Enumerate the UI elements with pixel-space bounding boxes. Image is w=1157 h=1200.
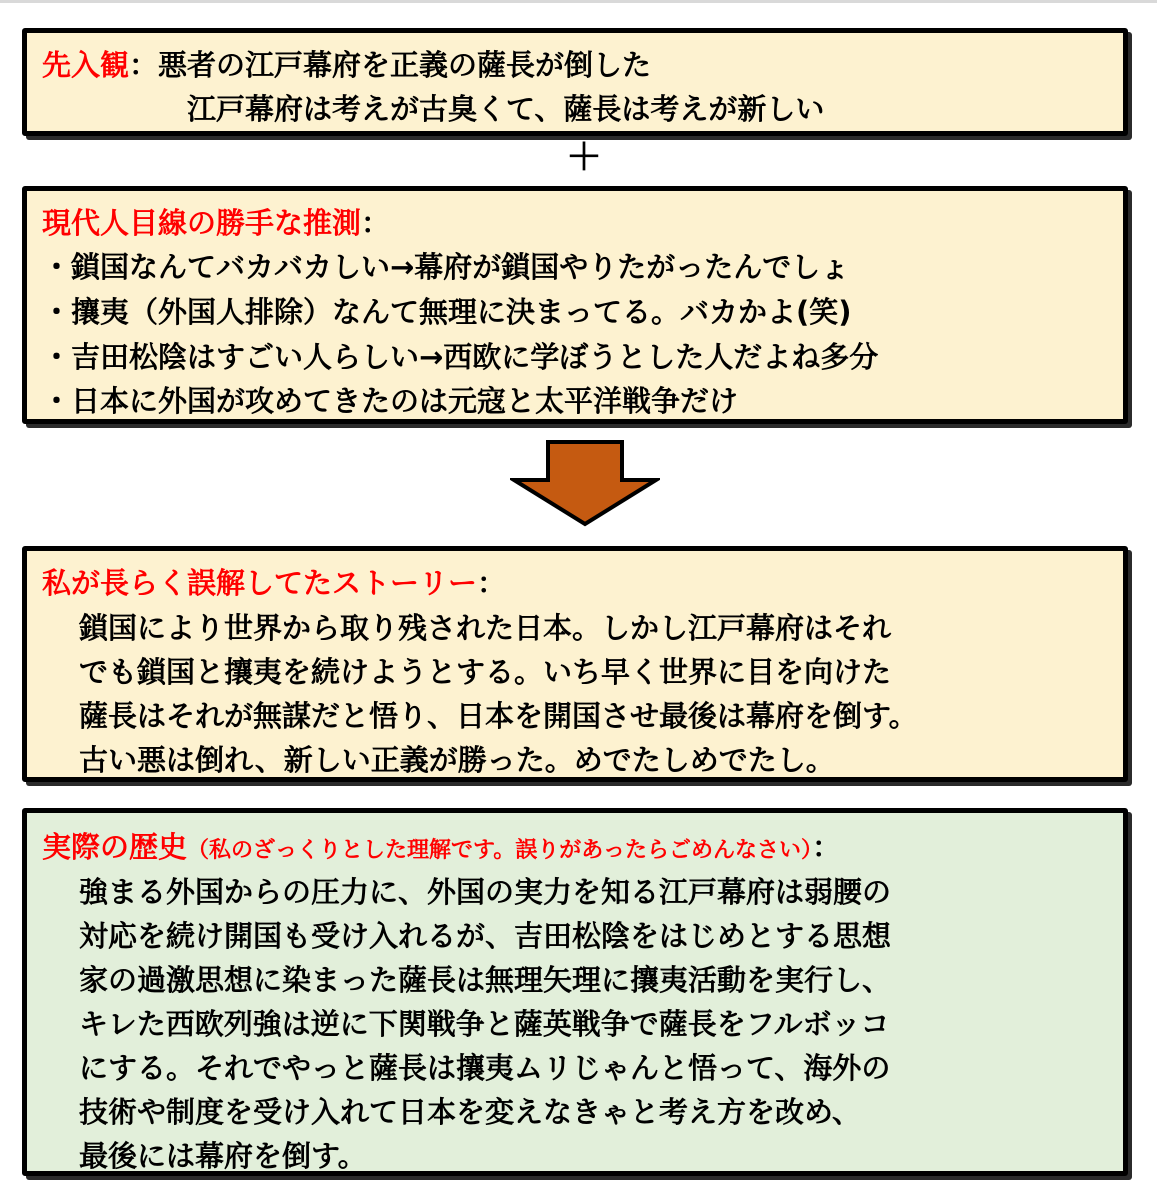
history-line: にする。それでやっと薩長は攘夷ムリじゃんと悟って、海外の (79, 1051, 891, 1085)
assumption-item: ・吉田松陰はすごい人らしい→西欧に学ぼうとした人だよね多分 (42, 340, 879, 374)
history-line: 対応を続け開国も受け入れるが、吉田松陰をはじめとする思想 (79, 919, 892, 953)
actual-history-box (22, 808, 1128, 1176)
history-line: 強まる外国からの圧力に、外国の実力を知る江戸幕府は弱腰の (79, 875, 892, 909)
history-line: 最後には幕府を倒す。 (79, 1139, 367, 1173)
modern-assumption-label: 現代人目線の勝手な推測 (42, 206, 362, 240)
story-line: 薩長はそれが無謀だと悟り、日本を開国させ最後は幕府を倒す。 (79, 699, 918, 733)
misunderstood-story-label: 私が長らく誤解してたストーリー (42, 566, 478, 600)
actual-history-label: 実際の歴史 (42, 830, 188, 864)
modern-assumption-box (22, 186, 1128, 424)
top-divider (0, 0, 1157, 3)
preconception-line-1 (42, 45, 651, 85)
preconception-label: 先入観 (42, 48, 130, 82)
preconception-text-2: 江戸幕府は考えが古臭くて、薩長は考えが新しい (187, 92, 825, 126)
assumption-item: ・日本に外国が攻めてきたのは元寇と太平洋戦争だけ (42, 384, 739, 418)
modern-assumption-heading (42, 203, 390, 243)
story-line: 鎖国により世界から取り残された日本。しかし江戸幕府はそれ (79, 611, 892, 645)
misunderstood-story-box (22, 546, 1128, 782)
preconception-text-1: 悪者の江戸幕府を正義の薩長が倒した (158, 48, 652, 82)
modern-assumption-separator: ： (361, 206, 391, 240)
actual-history-note: （私のざっくりとした理解です。誤りがあったらごめんなさい） (187, 838, 813, 863)
story-line: でも鎖国と攘夷を続けようとする。いち早く世界に目を向けた (79, 655, 892, 689)
assumption-item: ・鎖国なんてバカバカしい→幕府が鎖国やりたがったんでしょ (42, 250, 850, 284)
misunderstood-story-separator: ： (477, 566, 507, 600)
history-line: 家の過激思想に染まった薩長は無理矢理に攘夷活動を実行し、 (79, 963, 892, 997)
preconception-separator: ： (129, 48, 159, 82)
assumption-item: ・攘夷（外国人排除）なんて無理に決まってる。バカかよ(笑) (42, 295, 852, 329)
preconception-box (22, 28, 1128, 136)
actual-history-heading (42, 827, 841, 871)
story-line: 古い悪は倒れ、新しい正義が勝った。めでたしめでたし。 (79, 743, 835, 777)
history-line: 技術や制度を受け入れて日本を変えなきゃと考え方を改め、 (79, 1095, 861, 1129)
history-line: キレた西欧列強は逆に下関戦争と薩英戦争で薩長をフルボッコ (79, 1007, 890, 1041)
down-arrow-icon (510, 440, 660, 528)
misunderstood-story-heading (42, 563, 506, 603)
plus-sign: ＋ (566, 137, 603, 178)
actual-history-separator: ： (812, 830, 842, 864)
